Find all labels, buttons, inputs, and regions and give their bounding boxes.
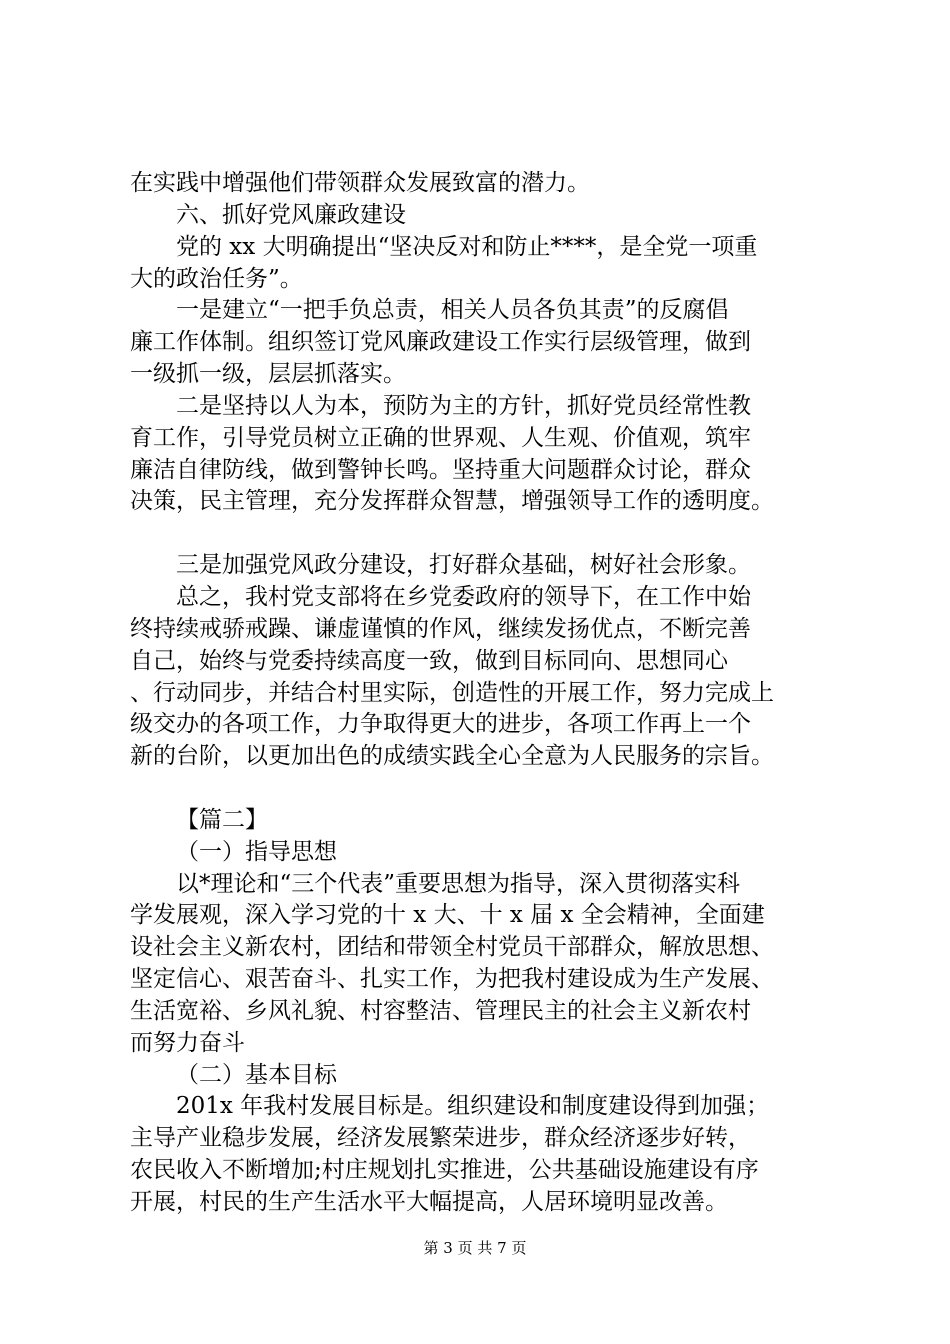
- text-line: 以*理论和“三个代表”重要思想为指导，深入贯彻落实科: [176, 870, 741, 897]
- text-line: 新的台阶，以更加出色的成绩实践全心全意为人民服务的宗旨。: [130, 743, 774, 770]
- text-line: 廉工作体制。组织签订党风廉政建设工作实行层级管理，做到: [130, 329, 751, 356]
- text-line: 二是坚持以人为本，预防为主的方针，抓好党员经常性教: [176, 392, 751, 419]
- text-line: 总之，我村党支部将在乡党委政府的领导下，在工作中始: [176, 583, 751, 610]
- section-heading: 六、抓好党风廉政建设: [176, 201, 406, 228]
- text-line: 终持续戒骄戒躁、谦虚谨慎的作风，继续发扬优点，不断完善: [130, 615, 751, 642]
- section-heading: （二）基本目标: [176, 1061, 337, 1088]
- text-line: 廉洁自律防线，做到警钟长鸣。坚持重大问题群众讨论，群众: [130, 456, 751, 483]
- text-line: 三是加强党风政分建设，打好群众基础，树好社会形象。: [176, 552, 751, 579]
- text-line: 决策，民主管理，充分发挥群众智慧，增强领导工作的透明度。: [130, 488, 774, 515]
- text-line: 一是建立“一把手负总责，相关人员各负其责”的反腐倡: [176, 297, 729, 324]
- text-line: 生活宽裕、乡风礼貌、村容整洁、管理民主的社会主义新农村: [130, 997, 751, 1024]
- text-line: 大的政治任务”。: [130, 265, 303, 292]
- text-line: 开展，村民的生产生活水平大幅提高，人居环境明显改善。: [130, 1189, 728, 1215]
- blank-line: [130, 518, 840, 550]
- document-body: [130, 168, 840, 1219]
- text-line: 育工作，引导党员树立正确的世界观、人生观、价值观，筑牢: [130, 424, 751, 451]
- text-line: 自己，始终与党委持续高度一致，做到目标同向、思想同心: [130, 647, 728, 674]
- blank-line: [130, 773, 840, 805]
- text-line: 学发展观，深入学习党的十 x 大、十 x 届 x 全会精神，全面建: [130, 902, 765, 929]
- text-line: 而努力奋斗: [130, 1029, 245, 1056]
- text-line: 201x 年我村发展目标是。组织建设和制度建设得到加强；: [176, 1093, 770, 1120]
- section-heading: 【篇二】: [176, 806, 268, 833]
- page-footer: 第 3 页 共 7 页: [423, 1239, 527, 1257]
- text-line: 、行动同步，并结合村里实际，创造性的开展工作，努力完成上: [130, 679, 774, 706]
- text-line: 一级抓一级，层层抓落实。: [130, 361, 406, 388]
- text-line: 主导产业稳步发展，经济发展繁荣进步，群众经济逐步好转，: [130, 1125, 751, 1152]
- text-line: 农民收入不断增加;村庄规划扎实推进，公共基础设施建设有序: [130, 1157, 759, 1184]
- text-line: 级交办的各项工作，力争取得更大的进步，各项工作再上一个: [130, 711, 751, 738]
- text-line: 坚定信心、艰苦奋斗、扎实工作，为把我村建设成为生产发展、: [130, 966, 774, 993]
- text-line: 党的 xx 大明确提出“坚决反对和防止****，是全党一项重: [176, 233, 758, 260]
- text-line: 在实践中增强他们带领群众发展致富的潜力。: [130, 170, 590, 196]
- section-heading: （一）指导思想: [176, 838, 337, 865]
- text-line: 设社会主义新农村，团结和带领全村党员干部群众，解放思想、: [130, 934, 774, 961]
